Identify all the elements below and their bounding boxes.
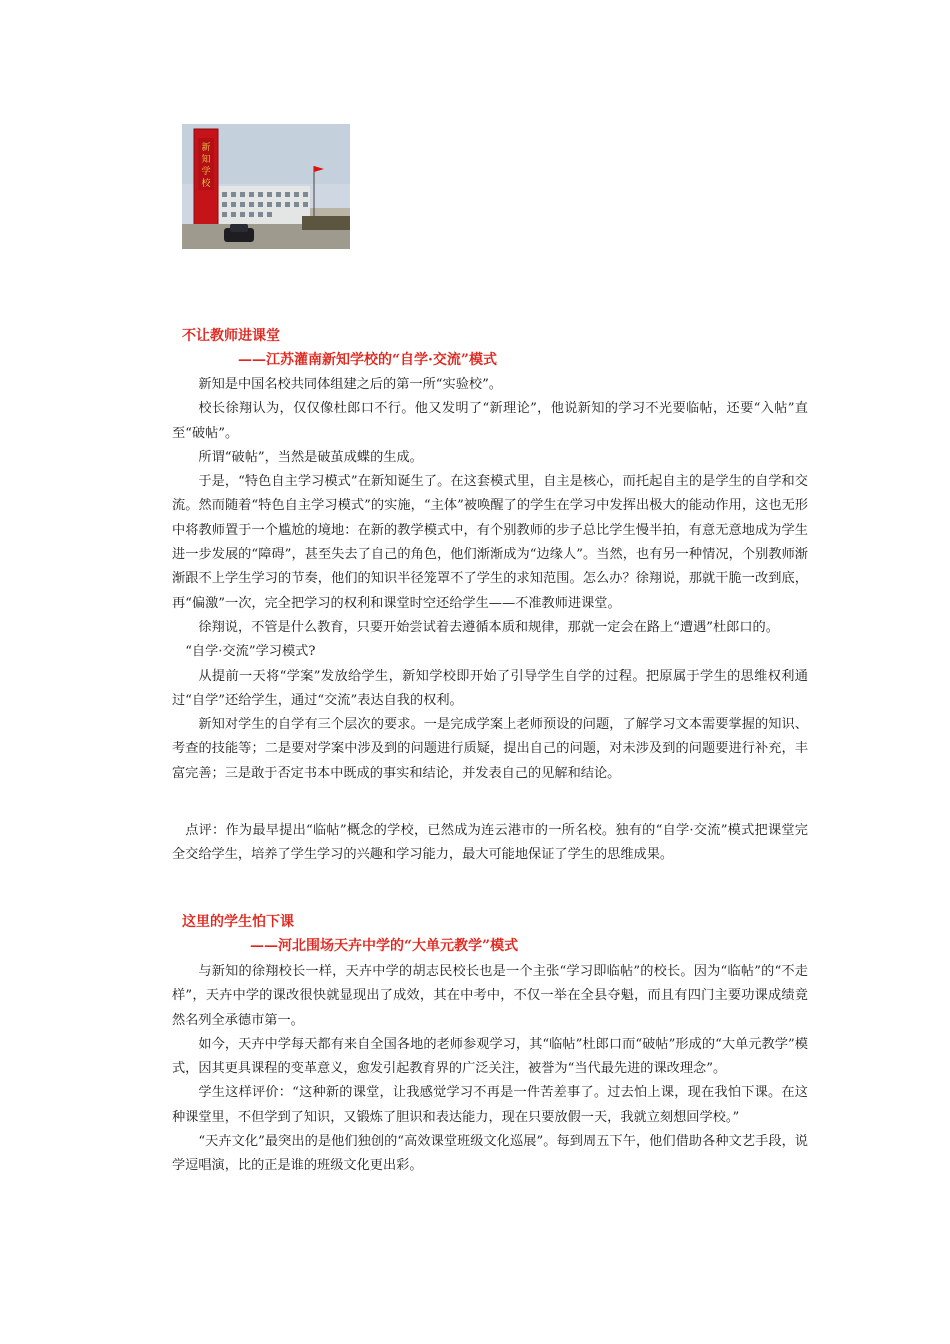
section1-comment: 点评：作为最早提出“临帖”概念的学校，已然成为连云港市的一所名校。独有的“自学·交流”模式把课堂完全交给学生，培养了学生学习的兴趣和学习能力，最大可能地保证了学生的思维成果。 — [172, 823, 808, 863]
section2-title: 这里的学生怕下课 — [182, 914, 294, 930]
section1-subtitle: ——江苏灌南新知学校的“自学·交流”模式 — [238, 352, 497, 368]
paragraph: 徐翔说，不管是什么教育，只要开始尝试着去遵循本质和规律，那就一定会在路上“遭遇”杜郎口的。 — [198, 619, 779, 635]
paragraph: “自学·交流”学习模式? — [185, 644, 316, 660]
paragraph: 新知是中国名校共同体组建之后的第一所“实验校”。 — [198, 377, 502, 392]
svg-text:新: 新 — [201, 143, 211, 153]
section2-body — [172, 960, 808, 1179]
svg-text:知: 知 — [201, 155, 211, 165]
section1-body — [172, 373, 808, 786]
section1-title: 不让教师进课堂 — [182, 328, 280, 344]
paragraph: 新知对学生的自学有三个层次的要求。一是完成学案上老师预设的问题，了解学习文本需要掌握的知识、考查的技能等；二是要对学案中涉及到的问题进行质疑，提出自己的问题，对未涉及到的问题要进行补充，丰富完善；三是敢于否定书本中既成的事实和结论，并发表自己的见解和结论。 — [172, 717, 808, 781]
school-gate-photo — [182, 124, 350, 249]
paragraph: 校长徐翔认为，仅仅像杜郎口不行。他又发明了“新理论”，他说新知的学习不光要临帖，还要“入帖”直至“破帖”。 — [172, 401, 808, 441]
paragraph: 所谓“破帖”，当然是破茧成蝶的生成。 — [198, 449, 423, 465]
svg-text:学: 学 — [201, 167, 211, 177]
section2-subtitle: ——河北围场天卉中学的“大单元教学”模式 — [250, 938, 519, 954]
svg-text:校: 校 — [201, 179, 211, 189]
paragraph: 如今，天卉中学每天都有来自全国各地的老师参观学习，其“临帖”杜郎口而“破帖”形成的“大单元教学”模式，因其更具课程的变革意义，愈发引起教育界的广泛关注，被誉为“当代最先进的课改理念”。 — [172, 1036, 808, 1077]
school-gate-illustration — [182, 124, 350, 249]
paragraph: 从提前一天将“学案”发放给学生，新知学校即开始了引导学生自学的过程。把原属于学生的思维权利通过“自学”还给学生，通过“交流”表达自我的权利。 — [172, 668, 808, 708]
paragraph: 与新知的徐翔校长一样，天卉中学的胡志民校长也是一个主张“学习即临帖”的校长。因为“临帖”的“不走样”，天卉中学的课改很快就显现出了成效，其在中考中，不仅一举在全县夺魁，而且有四门主要功课成绩竟然名列全承德市第一。 — [172, 964, 808, 1028]
paragraph: “天卉文化”最突出的是他们独创的“高效课堂班级文化巡展”。每到周五下午，他们借助各种文艺手段，说学逗唱演，比的正是谁的班级文化更出彩。 — [172, 1134, 808, 1174]
paragraph: 学生这样评价：“这种新的课堂，让我感觉学习不再是一件苦差事了。过去怕上课，现在我怕下课。在这种课堂里，不但学到了知识，又锻炼了胆识和表达能力，现在只要放假一天，我就立刻想回学校。” — [172, 1085, 808, 1125]
paragraph: 于是，“特色自主学习模式”在新知诞生了。在这套模式里，自主是核心，而托起自主的是学生的自学和交流。然而随着“特色自主学习模式”的实施，“主体”被唤醒了的学生在学习中发挥出极大的能动作用，这也无形中将教师置于一个尴尬的境地：在新的教学模式中，有个别教师的步子总比学生慢半拍，有意无意地成为学生进一步发展的“障碍”，甚至失去了自己的角色，他们渐渐成为“边缘人”。当然，也有另一种情况，个别教师渐渐跟不上学生学习的节奏，他们的知识半径笼罩不了学生的求知范围。怎么办？徐翔说，那就干脆一改到底，再“偏激”一次，完全把学习的权利和课堂时空还给学生——不准教师进课堂。 — [172, 474, 808, 611]
